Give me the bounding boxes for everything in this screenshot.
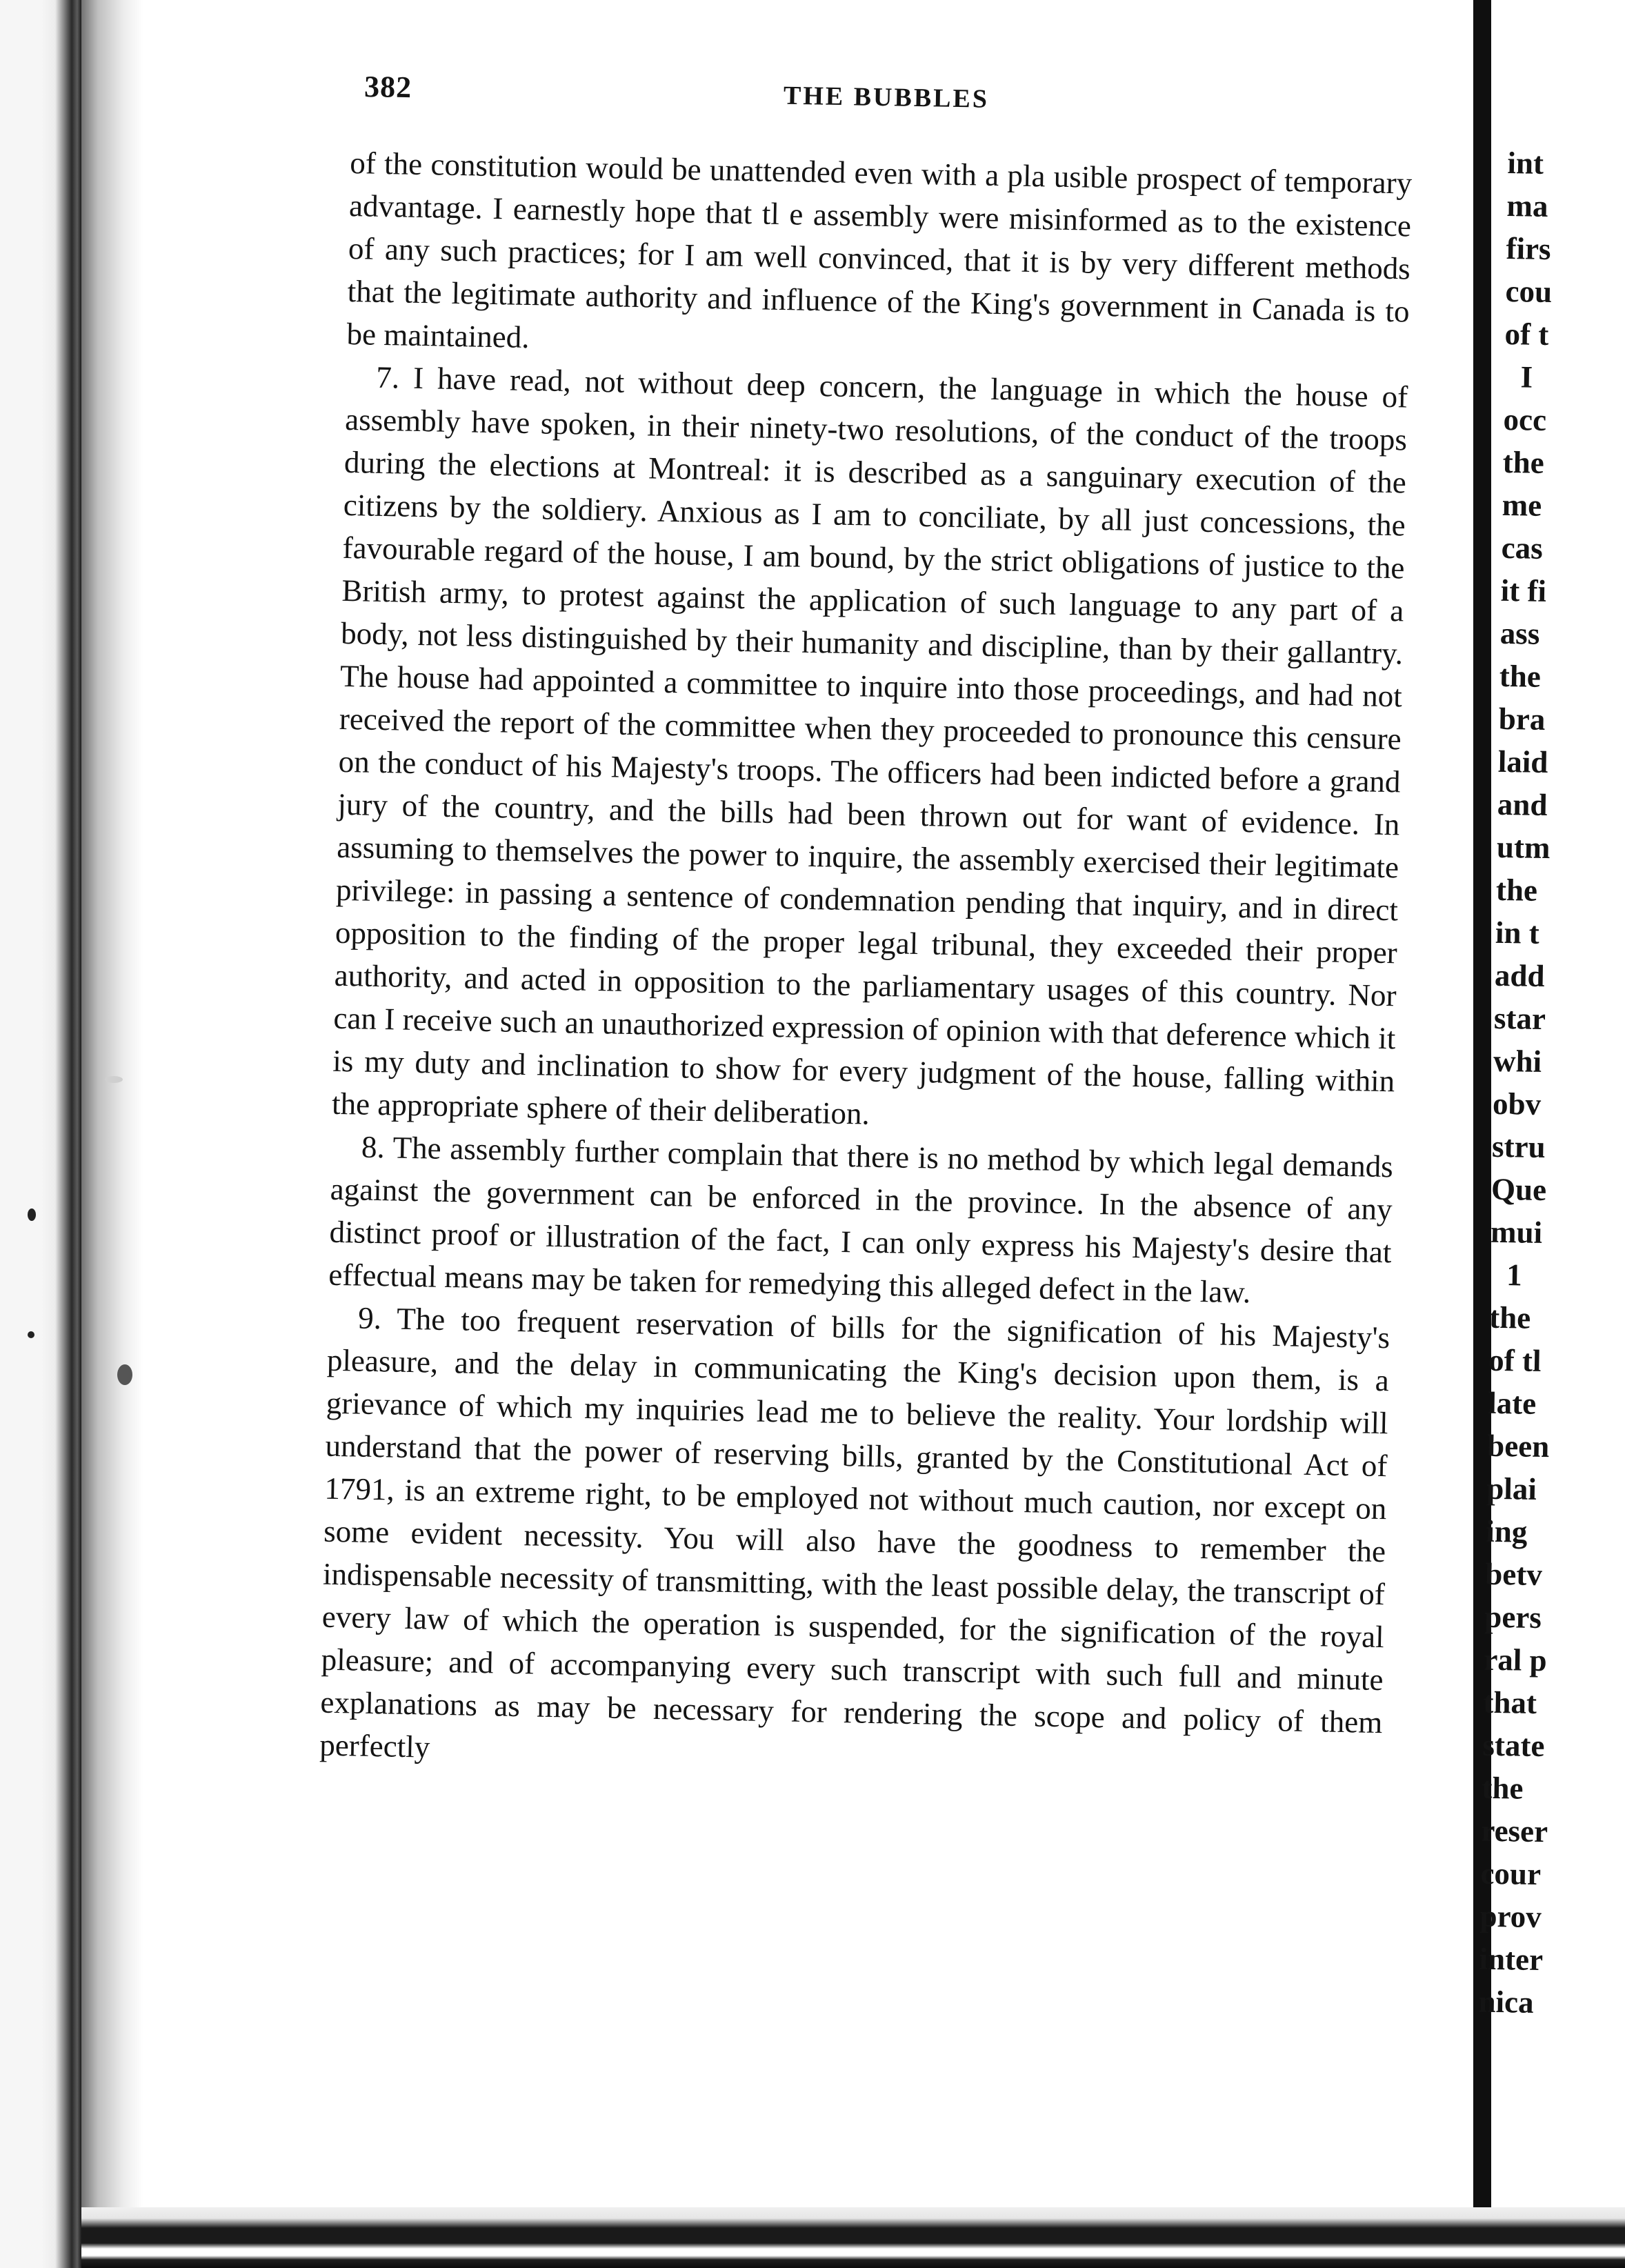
facing-page-fragment: the [1502,444,1545,480]
facing-page-fragment: ass [1499,615,1540,651]
facing-page-fragment: prov [1479,1898,1542,1935]
scan-speck [105,1076,123,1083]
paragraph-text: I have read, not without deep concern, the language in which the house of assembly have spoken, in their ninety-two resolutions, of the conduct of the troops during the elections at Montreal: it is described as a sanguinary execution of the citizens by the soldiery. Anxious as I am to conciliate, by all just concessions, the favourable regard of the house, I am bound, by the strict obligations of justice to the British army, to protest against the application of such language to any part of a body, not less distinguished by their humanity and discipline, than by their gallantry. The house had appointed a committee to inquire into those proceedings, and had not received the report of the committee when they proceeded to pronounce this censure on the conduct of his Majesty's troops. The officers had been indicted before a grand jury of the country, and the bills had been thrown out for want of evidence. In assuming to themselves the power to inquire, the assembly exercised their legitimate privilege: in passing a sentence of condemnation pending that inquiry, and in direct opposition to the finding of the proper legal tribunal, they exceeded their proper authority, and acted in opposition to the parliamentary usages of this country. Nor can I receive such an unauthorized expression of opinion with that deference which it is my duty and inclination to show for every judgment of the house, falling within the appropriate sphere of their deliberation. [331,360,1408,1131]
book-edge [0,0,81,2268]
paragraph [319,1296,1390,1787]
paragraph-number: 7. [375,359,400,395]
facing-page-fragment: ing [1485,1513,1528,1549]
facing-page-fragment: been [1486,1428,1550,1464]
facing-page-fragment: and [1497,786,1548,823]
facing-page-fragment: ral p [1484,1642,1548,1678]
facing-page-fragment: late [1487,1385,1537,1421]
facing-page-fragment: mui [1490,1214,1543,1250]
paragraph-text: The assembly further complain that there is no method by which legal demands against the government can be enforced in the province. In the absence of any distinct proof or illustration of the fact, I can only express his Majesty's desire that effectual means may be taken for remedying this alleged defect in the law. [328,1130,1394,1310]
paragraph-number: 9. [357,1300,382,1336]
facing-page-fragment: the [1499,658,1542,694]
scan-speck [117,1364,132,1385]
scan-speck [28,1208,36,1221]
facing-page-fragment: stru [1491,1128,1546,1165]
bottom-scan-border [81,2207,1625,2268]
facing-page-fragment: me [1502,487,1542,523]
paragraph [346,141,1413,376]
facing-page-fragment: Que [1491,1171,1547,1208]
facing-page-fragment: bra [1498,701,1546,737]
scan-speck [28,1331,34,1338]
facing-page-fragment: obv [1492,1086,1542,1122]
paragraph-number: 8. [361,1129,386,1165]
facing-page-fragment: state [1482,1727,1545,1764]
page-number: 382 [363,70,412,105]
facing-page-fragment: I [1520,359,1533,395]
facing-page-fragment: betv [1484,1556,1543,1593]
facing-page-fragment: cour [1480,1856,1542,1892]
facing-page-fragment: that [1483,1684,1537,1720]
facing-page-fragment: cas [1501,530,1544,566]
facing-page-fragment: int [1507,145,1544,181]
paragraph [328,1125,1393,1317]
facing-page-fragment: the [1482,1770,1524,1806]
facing-page-fragment: in t [1495,915,1540,951]
facing-page-fragment: star [1493,1000,1546,1037]
facing-page-fragment: of tl [1488,1342,1542,1378]
facing-page-fragment: whi [1493,1043,1542,1079]
facing-page-fragment: the [1488,1300,1531,1335]
facing-page-fragment: laid [1497,744,1548,780]
facing-page-fragment: firs [1506,230,1551,266]
running-title: THE BUBBLES [783,81,990,114]
facing-page-fragment: utm [1496,829,1551,866]
facing-page-fragment: pers [1484,1599,1542,1635]
facing-page-fragment: it fi [1500,573,1547,608]
facing-page-fragment: cou [1505,273,1553,310]
paragraph [332,355,1408,1145]
body-text [319,141,1413,1787]
facing-page-fragment: reser [1481,1813,1548,1849]
paragraph-text: of the constitution would be unattended even with a pla usible prospect of temporary advantage. I earnestly hope that tl e assembly were misinformed as to the existence of any such practices; for I am well convinced, that it is by very different methods that the legitimate authority and influence of the King's government in Canada is to be maintained. [346,145,1413,355]
facing-page-fragment: 1 [1506,1257,1523,1293]
facing-page-fragment: add [1494,957,1545,993]
paragraph-text: The too frequent reservation of bills for the signification of his Majesty's pleasure, and the delay in communicating the King's decision upon them, is a grievance of which my inquiries lead me to believe the reality. Your lordship will understand that the power of reserving bills, granted by the Constitutional Act of 1791, is an extreme right, to be employed not without much caution, nor except on some evident necessity. You will also have the goodness to remember the indispensable necessity of transmitting, with the least possible delay, the transcript of every law of which the operation is suspended, for the signification of the royal pleasure; and of accompanying every such transcript with such full and minute explanations as may be necessary for rendering the scope and policy of them perfectly [319,1301,1390,1764]
facing-page-fragment: inter [1479,1941,1544,1978]
binding-shadow [81,0,143,2268]
facing-page-fragment: ma [1506,188,1548,223]
facing-page-fragment: nica [1478,1984,1535,2020]
facing-page-fragment: plai [1486,1471,1537,1506]
facing-page-fragment: occ [1503,401,1547,437]
facing-page-fragment: of t [1504,316,1549,352]
facing-page-fragment: the [1495,872,1538,908]
